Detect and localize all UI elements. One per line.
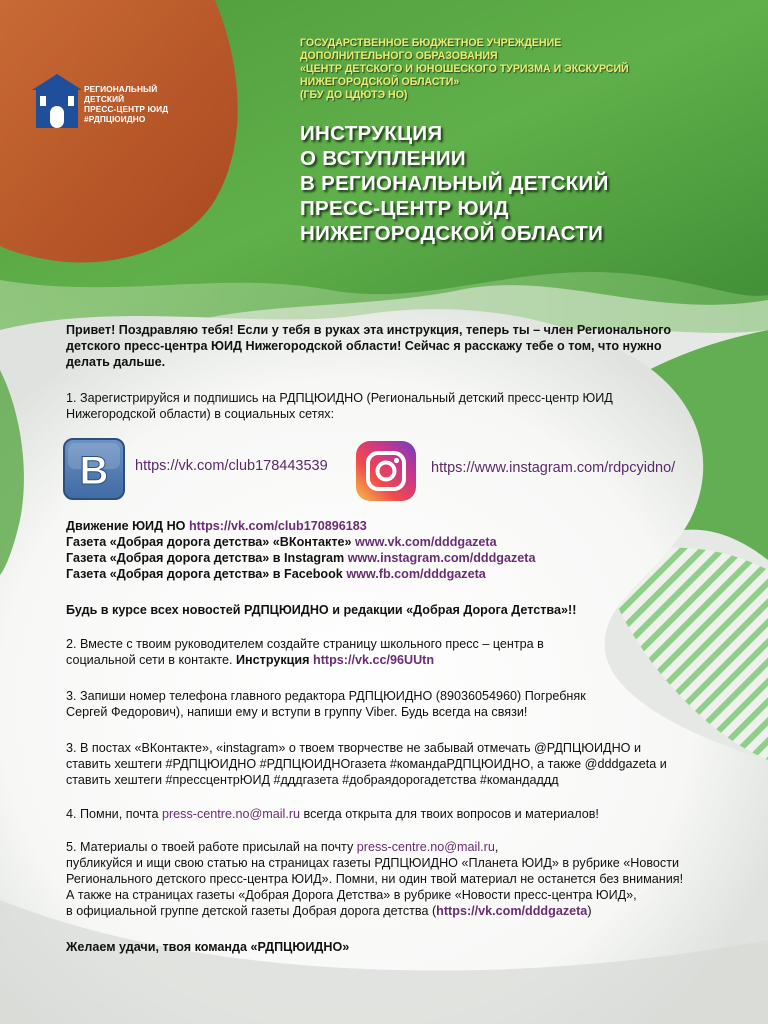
link-url[interactable]: www.fb.com/dddgazeta [346, 567, 486, 581]
instagram-logo-icon[interactable] [356, 441, 416, 501]
text-line: 1. Зарегистрируйся и подпишись на РДПЦЮИДНО (Региональный детский пресс-центр ЮИД [66, 391, 613, 405]
text-span: 4. Помни, почта [66, 807, 162, 821]
step-3 [66, 688, 746, 720]
text-span: , [494, 840, 499, 854]
press-center-logo-icon [32, 72, 82, 130]
title-line: ИНСТРУКЦИЯ [300, 122, 443, 145]
text-line [66, 839, 746, 855]
link-label: Газета «Добрая дорога детства» «ВКонтакте» [66, 535, 356, 549]
text-line: Сергей Федорович), напиши ему и вступи в группу Viber. Будь всегда на связи! [66, 705, 528, 719]
organization-name [300, 37, 740, 102]
text-line: делать дальше. [66, 355, 166, 369]
text-span: 5. Материалы о твоей работе присылай на почту [66, 840, 357, 854]
step-2 [66, 636, 746, 668]
text-span: ) [587, 904, 592, 918]
step-1 [66, 390, 746, 422]
text-line: детского пресс-центра ЮИД Нижегородской области! Сейчас я расскажу тебе о том, что нужно [66, 339, 662, 353]
org-line: ГОСУДАРСТВЕННОЕ БЮДЖЕТНОЕ УЧРЕЖДЕНИЕ [300, 37, 562, 49]
link-row [66, 518, 746, 534]
step-5 [66, 839, 746, 919]
text-line: ставить хештеги #РДПЦЮИДНО #РДПЦЮИДНОгазета #командаРДПЦЮИДНО, а также @dddgazeta и [66, 757, 667, 771]
org-line: (ГБУ ДО ЦДЮТЭ НО) [300, 89, 408, 101]
page-title [300, 121, 740, 246]
email-link[interactable]: press-centre.no@mail.ru [161, 807, 301, 821]
org-line: «ЦЕНТР ДЕТСКОГО И ЮНОШЕСКОГО ТУРИЗМА И ЭКСКУРСИЙ [300, 63, 629, 75]
text-line [66, 652, 746, 668]
text-line: Привет! Поздравляю тебя! Если у тебя в руках эта инструкция, теперь ты – член Регионального [66, 323, 672, 337]
text-span: в официальной группе детской газеты Добрая дорога детства ( [66, 904, 437, 918]
link-row [66, 550, 746, 566]
logo-line: ДЕТСКИЙ [84, 94, 125, 104]
text-line: 3. Запиши номер телефона главного редактора РДПЦЮИДНО (89036054960) Погребняк [66, 689, 586, 703]
link-url[interactable]: www.vk.com/dddgazeta [355, 535, 497, 549]
instruction-label: Инструкция [236, 653, 313, 667]
logo-line: #РДПЦЮИДНО [84, 114, 146, 124]
link-row [66, 534, 746, 550]
instruction-link[interactable]: https://vk.cc/96UUtn [313, 653, 435, 667]
text-line: публикуйся и ищи свою статью на страницах газеты РДПЦЮИДНО «Планета ЮИД» в рубрике «Новости [66, 856, 680, 870]
title-line: ПРЕСС-ЦЕНТР ЮИД [300, 197, 509, 220]
news-note: Будь в курсе всех новостей РДПЦЮИДНО и редакции «Добрая Дорога Детства»!! [66, 603, 577, 617]
text-span: социальной сети в контакте. [66, 653, 236, 667]
link-label: Газета «Добрая дорога детства» в Instagram [66, 551, 348, 565]
text-line: Нижегородской области) в социальных сетях: [66, 407, 335, 421]
svg-text:B: B [79, 449, 109, 493]
text-line [66, 903, 746, 919]
org-line: ДОПОЛНИТЕЛЬНОГО ОБРАЗОВАНИЯ [300, 50, 498, 62]
title-line: НИЖЕГОРОДСКОЙ ОБЛАСТИ [300, 222, 604, 245]
text-line: ставить хештеги #прессцентрЮИД #дддгазета #добраядорогадетства #командаддд [66, 773, 559, 787]
step-4 [66, 806, 746, 822]
title-line: В РЕГИОНАЛЬНЫЙ ДЕТСКИЙ [300, 172, 609, 195]
link-url[interactable]: www.instagram.com/dddgazeta [347, 551, 536, 565]
logo-line: РЕГИОНАЛЬНЫЙ [84, 84, 158, 94]
title-line: О ВСТУПЛЕНИИ [300, 147, 466, 170]
text-line: 2. Вместе с твоим руководителем создайте страницу школьного пресс – центра в [66, 637, 544, 651]
logo-text [84, 84, 168, 124]
email-link[interactable]: press-centre.no@mail.ru [356, 840, 495, 854]
links-block [66, 518, 746, 582]
text-line: 3. В постах «ВКонтакте», «instagram» о твоем творчестве не забывай отмечать @РДПЦЮИДНО и [66, 741, 641, 755]
link-url[interactable]: https://vk.com/club170896183 [188, 519, 367, 533]
instagram-link[interactable]: https://www.instagram.com/rdpcyidno/ [431, 460, 676, 476]
closing-line: Желаем удачи, твоя команда «РДПЦЮИДНО» [66, 940, 350, 954]
text-line: А также на страницах газеты «Добрая Дорога Детства» в рубрике «Новости пресс-центра ЮИД», [66, 888, 637, 902]
text-line: Регионального детского пресс-центра ЮИД». Помни, ни один твой материал не останется без внимания! [66, 872, 684, 886]
vk-link[interactable]: https://vk.com/club178443539 [135, 458, 328, 474]
logo-line: ПРЕСС-ЦЕНТР ЮИД [84, 104, 169, 114]
vk-logo-icon[interactable] [63, 438, 125, 500]
link-row [66, 566, 746, 582]
org-line: НИЖЕГОРОДСКОЙ ОБЛАСТИ» [300, 76, 460, 88]
step-3-hashtags [66, 740, 746, 788]
vk-dddgazeta-link[interactable]: https://vk.com/dddgazeta [436, 904, 588, 918]
link-label: Движение ЮИД НО [66, 519, 189, 533]
text-span: всегда открыта для твоих вопросов и материалов! [300, 807, 599, 821]
intro-paragraph [66, 322, 746, 370]
link-label: Газета «Добрая дорога детства» в Facebook [66, 567, 347, 581]
